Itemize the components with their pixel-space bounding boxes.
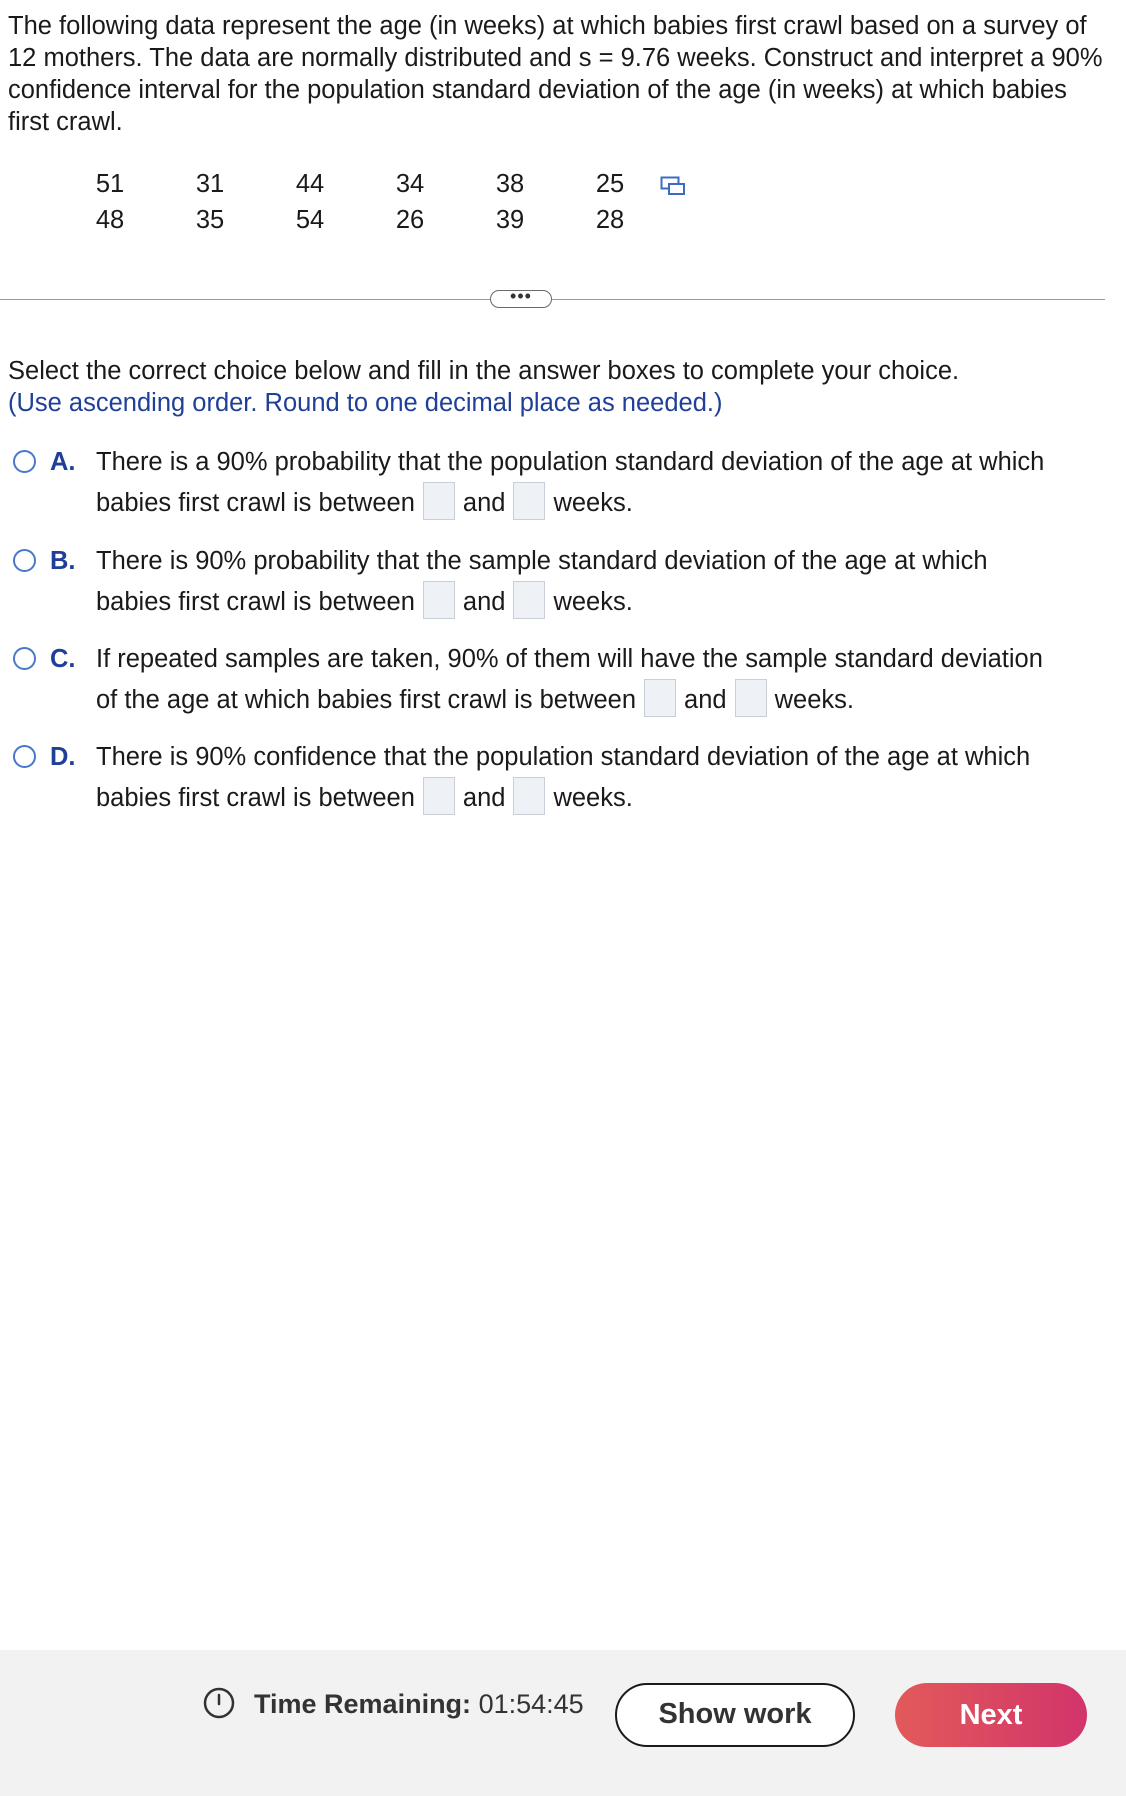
- next-button[interactable]: Next: [895, 1683, 1087, 1747]
- choice-line: If repeated samples are taken, 90% of them will have the sample standard deviation: [96, 645, 1043, 673]
- time-remaining-label: Time Remaining:: [254, 1689, 472, 1719]
- show-work-button[interactable]: Show work: [615, 1683, 855, 1747]
- choice-text: [96, 545, 1096, 622]
- choice-text: [96, 643, 1096, 720]
- choice-letter: C.: [50, 645, 76, 673]
- answer-box-upper[interactable]: [513, 777, 545, 815]
- data-cell: 26: [395, 206, 425, 234]
- choice-letter: D.: [50, 743, 76, 771]
- radio-choice-a[interactable]: [13, 450, 36, 473]
- instruction-note: (Use ascending order. Round to one decimal place as needed.): [8, 389, 723, 417]
- choice-letter: B.: [50, 547, 76, 575]
- choice-line: There is 90% probability that the sample standard deviation of the age at which: [96, 547, 988, 575]
- answer-box-lower[interactable]: [423, 777, 455, 815]
- choice-units: weeks.: [553, 784, 633, 812]
- answer-box-upper[interactable]: [513, 581, 545, 619]
- data-cell: 39: [495, 206, 525, 234]
- answer-box-lower[interactable]: [644, 679, 676, 717]
- answer-box-upper[interactable]: [735, 679, 767, 717]
- clock-icon: [202, 1686, 236, 1720]
- choice-and: and: [462, 784, 506, 812]
- instruction: [8, 355, 959, 419]
- choice-units: weeks.: [774, 686, 854, 714]
- answer-box-lower[interactable]: [423, 482, 455, 520]
- radio-choice-c[interactable]: [13, 647, 36, 670]
- choice-and: and: [684, 686, 727, 714]
- choice-letter: A.: [50, 448, 76, 476]
- data-cell: 25: [595, 170, 625, 198]
- radio-choice-b[interactable]: [13, 549, 36, 572]
- choice-line: babies first crawl is between: [96, 784, 415, 812]
- answer-box-upper[interactable]: [513, 482, 545, 520]
- choice-text: [96, 741, 1096, 818]
- instruction-text: Select the correct choice below and fill in the answer boxes to complete your choice.: [8, 357, 960, 385]
- choice-units: weeks.: [553, 588, 633, 616]
- data-cell: 31: [195, 170, 225, 198]
- data-cell: 48: [95, 206, 125, 234]
- choice-text: [96, 446, 1096, 523]
- data-cell: 54: [295, 206, 325, 234]
- choice-line: babies first crawl is between: [96, 588, 415, 616]
- radio-choice-d[interactable]: [13, 745, 36, 768]
- data-cell: 28: [595, 206, 625, 234]
- choice-line: of the age at which babies first crawl is between: [96, 686, 637, 714]
- choice-line: There is a 90% probability that the population standard deviation of the age at which: [96, 448, 1045, 476]
- time-remaining-value: 01:54:45: [478, 1689, 584, 1719]
- choice-and: and: [462, 588, 506, 616]
- choice-line: babies first crawl is between: [96, 489, 415, 517]
- choice-units: weeks.: [553, 489, 633, 517]
- choice-line: There is 90% confidence that the population standard deviation of the age at which: [96, 743, 1031, 771]
- answer-box-lower[interactable]: [423, 581, 455, 619]
- data-cell: 44: [295, 170, 325, 198]
- choice-and: and: [462, 489, 506, 517]
- data-table: [60, 168, 660, 236]
- data-cell: 34: [395, 170, 425, 198]
- data-cell: 35: [195, 206, 225, 234]
- question-text: The following data represent the age (in weeks) at which babies first crawl based on a survey of 12 mothers. The data are normally distributed and s = 9.76 weeks. Construct and interpret a 90% confidence interval for the population standard deviation of the age (in weeks) at which babies first crawl.: [8, 12, 1103, 136]
- data-cell: 38: [495, 170, 525, 198]
- data-cell: 51: [95, 170, 125, 198]
- expand-more-button[interactable]: •••: [490, 290, 552, 308]
- copy-data-icon[interactable]: [660, 176, 686, 196]
- section-divider: [0, 299, 1105, 300]
- time-remaining: [254, 1688, 584, 1720]
